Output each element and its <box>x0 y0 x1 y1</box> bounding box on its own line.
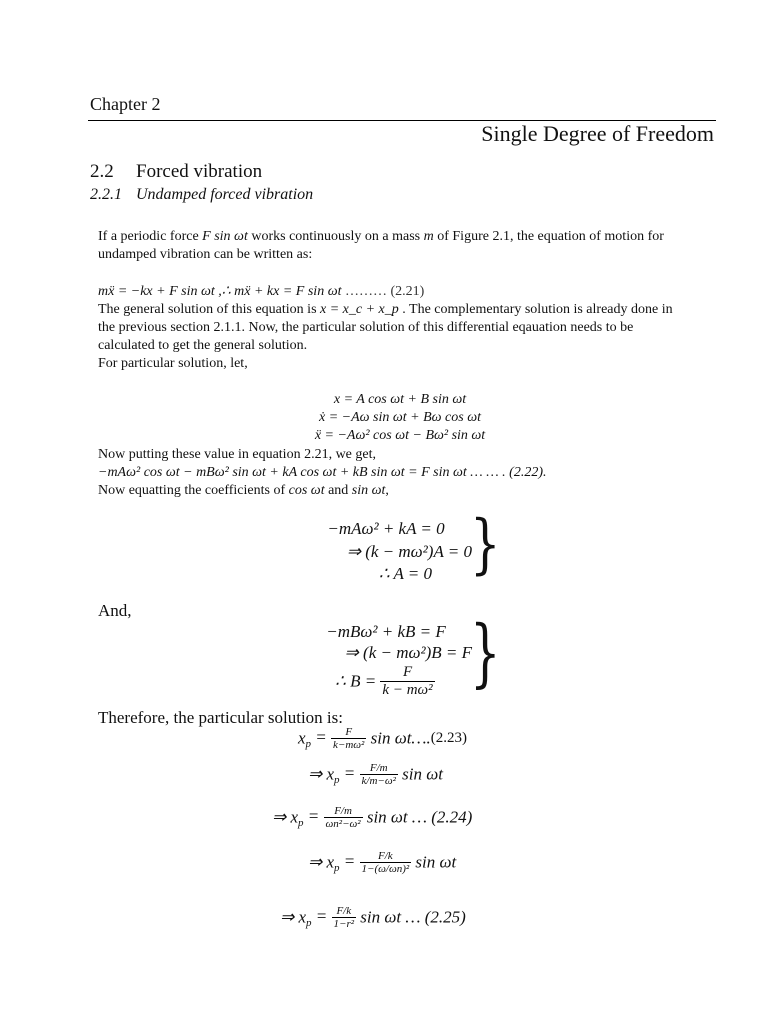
xp-eq-4: ⇒ $x_p$ = $\frac{F/k}{\text{1−(ω/ωn)²}}$ sin ωt <box>308 850 457 875</box>
putting-paragraph <box>98 446 728 500</box>
section-heading <box>90 161 262 183</box>
a-line-1: −mAω² + kA = 0 <box>327 519 445 538</box>
particular-intro: For particular solution, let, <box>98 356 248 371</box>
chapter-title: Single Degree of Freedom <box>481 121 714 146</box>
xp1-den: k−mω² <box>333 739 365 751</box>
general-text-3: the previous section 2.1.1. Now, the particular solution of this differential eqauation needs to be <box>98 320 634 335</box>
equating-text-1: Now equatting the coefficients of <box>98 483 289 498</box>
xp5-right: sin ωt … (2.25) <box>360 907 466 927</box>
xp-eq-3: ⇒ $x_p$ = $\frac{F/m}{\text{ωn²−ω²}}$ sin ωt … (2.24) <box>272 805 473 830</box>
section-number: 2.2 <box>90 161 114 182</box>
xp4-den: 1−(ω/ωn)² <box>361 863 410 875</box>
xp1-tag: (2.23) <box>430 730 468 746</box>
and-label: And, <box>98 601 132 620</box>
intro-text-3: of Figure 2.1, the equation of motion for <box>433 229 664 244</box>
subsection-title: Undamped forced vibration <box>136 186 314 203</box>
xp3-fraction <box>324 805 363 830</box>
trial-xdot: ẋ = −Aω sin ωt + Bω cos ωt <box>319 410 481 425</box>
equation-2-21-tag: ……… (2.21) <box>344 284 425 299</box>
a-line-3: ∴ A = 0 <box>378 564 432 583</box>
xp2-fraction <box>360 762 398 787</box>
xp2-right: sin ωt <box>402 764 443 784</box>
intro-text-1: If a periodic force <box>98 229 203 244</box>
xp1-right: sin ωt…. <box>370 728 431 748</box>
xp4-left: ⇒ x <box>308 852 335 872</box>
general-text-4: calculated to get the general solution. <box>98 338 308 353</box>
xp3-den: ωn²−ω² <box>325 818 361 830</box>
equating-sin: sin ωt <box>351 483 386 498</box>
xp-eq-1: $x_p$ = $\frac{F}{\text{k−mω²}}$ sin ωt….(2.23) <box>298 726 468 751</box>
a-line-2: ⇒ (k − mω²)A = 0 <box>346 542 472 561</box>
putting-text: Now putting these value in equation 2.21, we get, <box>98 447 376 462</box>
general-solution-paragraph <box>98 301 728 373</box>
xp5-sub: p <box>306 916 312 929</box>
equation-2-21 <box>98 283 728 301</box>
general-text-1: The general solution of this equation is <box>98 302 321 317</box>
equating-and: and <box>324 483 352 498</box>
xp4-fraction <box>360 850 412 875</box>
b-fraction-den: k − mω² <box>382 682 433 698</box>
xp3-right: sin ωt … (2.24) <box>366 807 473 827</box>
chapter-label: Chapter 2 <box>90 94 161 114</box>
equating-end: , <box>385 483 389 498</box>
xp-eq-2: ⇒ $x_p$ = $\frac{F/m}{\text{k/m−ω²}}$ sin ωt <box>308 762 443 787</box>
intro-mass: m <box>423 229 434 244</box>
general-text-2: . The complementary solution is already done in <box>398 302 673 317</box>
xp1-fraction <box>331 726 366 751</box>
xp1-num: F <box>331 726 366 739</box>
xp1-sub: p <box>305 737 312 750</box>
xp2-num: F/m <box>360 762 398 775</box>
xp2-sub: p <box>334 773 340 786</box>
equation-2-21-body: mẍ = −kx + F sin ωt ,∴ mẍ + kx = F sin ωt <box>98 284 342 299</box>
xp5-left: ⇒ x <box>280 907 307 927</box>
xp4-right: sin ωt <box>415 852 457 872</box>
xp2-left: ⇒ x <box>308 764 335 784</box>
equating-cos: cos ωt <box>288 483 325 498</box>
equation-2-22: −mAω² cos ωt − mBω² sin ωt + kA cos ωt + kB sin ωt = F sin ωt … … . (2.22). <box>98 465 547 480</box>
intro-paragraph <box>98 228 728 264</box>
b-fraction-num: F <box>380 664 434 682</box>
xp4-sub: p <box>334 861 340 874</box>
trial-xddot: ẍ = −Aω² cos ωt − Bω² sin ωt <box>314 428 486 443</box>
subsection-heading <box>90 186 313 204</box>
intro-force: F sin ωt <box>202 229 248 244</box>
xp5-num: F/k <box>332 905 357 918</box>
therefore-label: Therefore, the particular solution is: <box>98 708 343 727</box>
subsection-number: 2.2.1 <box>90 186 122 203</box>
xp-eq-5: ⇒ $x_p$ = $\frac{F/k}{\text{1−r²}}$ sin ωt … (2.25) <box>280 905 466 930</box>
xp3-left: ⇒ x <box>272 807 299 827</box>
xp5-den: 1−r² <box>333 918 355 930</box>
xp3-num: F/m <box>324 805 363 818</box>
b-line-3-left: ∴ B = <box>335 671 377 691</box>
general-equation: x = x_c + x_p <box>320 302 399 317</box>
xp4-num: F/k <box>360 850 412 863</box>
trial-x: x = A cos ωt + B sin ωt <box>333 392 467 407</box>
b-line-3 <box>335 664 435 699</box>
xp2-den: k/m−ω² <box>361 775 396 787</box>
b-line-1: −mBω² + kB = F <box>326 622 446 641</box>
xp3-sub: p <box>298 816 304 829</box>
intro-text-4: undamped vibration can be written as: <box>98 247 313 262</box>
a-brace-icon: } <box>470 506 501 583</box>
b-line-2: ⇒ (k − mω²)B = F <box>344 643 472 662</box>
xp5-fraction <box>332 905 357 930</box>
xp1-left: x <box>298 728 306 748</box>
b-fraction <box>380 664 434 699</box>
section-title: Forced vibration <box>136 161 263 182</box>
intro-text-2: works continuously on a mass <box>247 229 424 244</box>
b-brace-icon: } <box>470 609 501 697</box>
